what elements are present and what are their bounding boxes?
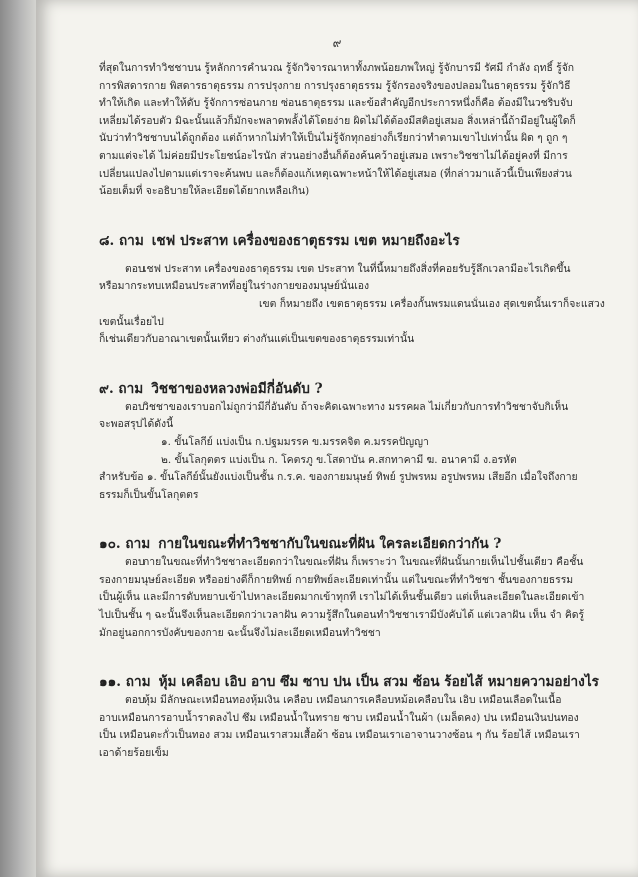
question-heading <box>99 379 619 399</box>
answer-line: สำหรับข้อ ๑. ขั้นโลกีย์นั้นยังแบ่งเป็นชั้น ก.ร.ค. ของกายมนุษย์ ทิพย์ รูปพรหม อรูปพรหม เสียอีก เมื่อใจถึงกาย <box>99 471 578 484</box>
answer-line: เป็น เหมือนตะกั่วเป็นทอง สวม เหมือนเราสวมเสื้อผ้า ซ้อน เหมือนเราเอาจานวางซ้อน ๆ กัน ร้อยไส้ เหมือนเรา <box>99 729 580 742</box>
question-text: กายในขณะที่ทำวิชชากับในขณะที่ฝัน ใครละเอียดกว่ากัน ? <box>158 536 502 553</box>
question-number: ๘. ถาม <box>99 232 144 249</box>
answer-line: จะพอสรุปได้ดังนี้ <box>99 418 174 431</box>
question-number: ๑๐. ถาม <box>99 536 151 553</box>
section-q10 <box>99 534 619 642</box>
intro-line: ทำให้เกิด และทำให้ดับ รู้จักการซ่อนกาย ซ่อนธาตุธรรม และข้อสำคัญอีกประการหนึ่งก็คือ ต้องมีในวชริบจับ <box>99 97 573 110</box>
intro-line: นับว่าทำวิชชาบนได้ถูกต้อง แต่ถ้าหากไม่ทำให้เป็นไม่รู้จักทุกอย่างก็เรียกว่าทำตามเขาไปเท่านั้น ผิด ๆ ถูก ๆ <box>99 132 568 145</box>
section-q8 <box>99 231 619 349</box>
answer-label: ตอบ <box>125 400 145 413</box>
intro-line: น้อยเต็มที่ จะอธิบายให้ละเอียดได้ยากเหลือเกิน) <box>99 185 310 198</box>
question-number: ๙. ถาม <box>99 380 144 397</box>
answer-label: ตอบ <box>125 262 145 275</box>
answer-line: เป็นผู้เห็น และมีการดับหยาบเข้าไปหาละเอียดมากเข้าทุกที เราไม่ได้เห็นชั้นเดียว แต่เห็นละเอียดในละเอียดเข้า <box>99 591 585 604</box>
question-text: หุ้ม เคลือบ เอิบ อาบ ซึม ซาบ ปน เป็น สวม ซ้อน ร้อยไส้ หมายความอย่างไร <box>158 674 599 691</box>
answer-line: รองกายมนุษย์ละเอียด หรืออย่างดีก็กายทิพย์ กายทิพย์ละเอียดเท่านั้น แต่ในขณะที่ทำวิชชา ชั้นของกายธรรม <box>99 573 574 586</box>
answer-line <box>99 399 619 417</box>
section-q9 <box>99 379 619 505</box>
answer-text: หุ้ม มีลักษณะเหมือนทองหุ้มเงิน เคลือบ เหมือนการเคลือบหม้อเคลือบใน เอิบ เหมือนเลือดในเนื้อ <box>143 694 562 707</box>
answer-text: เชฟ ประสาท เครื่องของธาตุธรรม เขต ประสาท ในที่นี้หมายถึงสิ่งที่คอยรับรู้ลึกเวลามีอะไรเกิดขึ้น <box>143 262 571 275</box>
answer-line: เขต ก็หมายถึง เขตธาตุธรรม เครื่องกั้นพรมแดนนั่นเอง สุดเขตนั้นเราก็จะแสวงเขตนั้นเรื่อยไป <box>99 297 605 328</box>
intro-line: การพิสดารกาย พิสดารธาตุธรรม การปรุงกาย การปรุงธาตุธรรม รู้จักรองจริงของปลอมในธาตุธรรม รู้จักวิธี <box>99 79 571 92</box>
answer-line: อาบเหมือนการอาบน้ำราดลงไป ซึม เหมือนน้ำในทราย ซาบ เหมือนน้ำในผ้า (เมล็ดคง) ปน เหมือนเงินปนทอง <box>99 711 579 724</box>
question-text: เชฟ ประสาท เครื่องของธาตุธรรม เขต หมายถึงอะไร <box>151 232 460 249</box>
question-heading <box>99 231 619 251</box>
answer-label: ตอบ <box>125 694 145 707</box>
question-number: ๑๑. ถาม <box>99 674 151 691</box>
question-heading <box>99 534 619 554</box>
list-item: ๒. ขั้นโลกุตตร แบ่งเป็น ก. โคตรภู ข.โสดาบัน ค.สกทาคามี ฆ. อนาคามี ง.อรหัต <box>161 453 517 466</box>
answer-line: ไปเป็นชั้น ๆ ฉะนั้นจึงเห็นละเอียดกว่าเวลาฝัน ความรู้สึกในตอนทำวิชชาเรามีบังคับได้ แต่เวลาฝัน เห็น จำ คิดรู้ <box>99 609 585 622</box>
book-binding-shadow <box>0 0 36 877</box>
answer-line <box>99 692 619 710</box>
section-q11 <box>99 672 619 762</box>
intro-line: ตามแต่จะได้ ไม่ค่อยมีประโยชน์อะไรนัก ส่วนอย่างอื่นก็ต้องค้นคว้าอยู่เสมอ เพราะวิชชาไม่ได้อยู่คงที่ มีการ <box>99 149 568 162</box>
intro-line: ที่สุดในการทำวิชชาบน รู้หลักการคำนวณ รู้จักวิจารณาหาทั้งภพน้อยภพใหญ่ รู้จักบารมี รัศมี กำลัง ฤทธิ์ รู้จัก <box>99 62 575 74</box>
page-content <box>99 60 619 763</box>
intro-line: เปลี่ยนแปลงไปตามแต่เราจะค้นพบ และก็ต้องแก้เหตุเฉพาะหน้าให้ได้อยู่เสมอ (ที่กล่าวมาแล้วนี้เป็นเพียงส่วน <box>99 167 572 180</box>
question-text: วิชชาของหลวงพ่อมีกี่อันดับ ? <box>151 380 323 397</box>
answer-line <box>99 554 619 572</box>
list-item: ๑. ขั้นโลกีย์ แบ่งเป็น ก.ปฐมมรรค ข.มรรคจิต ค.มรรคปัญญา <box>161 435 429 448</box>
answer-line <box>99 261 619 279</box>
answer-line: เอาด้ายร้อยเข็ม <box>99 747 169 760</box>
answer-text: กายในขณะที่ทำวิชชาละเอียดกว่าในขณะที่ฝัน ก็เพราะว่า ในขณะที่ฝันนั้นกายเห็นไปชั้นเดียว คือชั้น <box>143 556 584 569</box>
intro-paragraph <box>99 60 619 201</box>
answer-label: ตอบ <box>125 556 145 569</box>
answer-line: หรือมากระทบเหมือนประสาทที่อยู่ในร่างกายของมนุษย์นั่นเอง <box>99 280 370 293</box>
intro-line: เหลี่ยมได้รอบตัว มิฉะนั้นแล้วก็มักจะพลาดพลั้งได้โดยง่าย ผิดไม่ได้ต้องมีสติอยู่เสมอ สิ่งเหล่านี้ถ้ามีอยู่ในผู้ใดก็ <box>99 114 576 127</box>
answer-text: วิชชาของเราบอกไม่ถูกว่ามีกี่อันดับ ถ้าจะคิดเฉพาะทาง มรรคผล ไม่เกี่ยวกับการทำวิชชาจับกิเห็น <box>143 400 569 413</box>
answer-line: ธรรมก็เป็นขั้นโลกุตตร <box>99 488 199 501</box>
answer-line: ก็เช่นเดียวกับอาณาเขตนั้นเทียว ต่างกันแต่เป็นเขตของธาตุธรรมเท่านั้น <box>99 333 415 346</box>
document-page <box>36 0 638 877</box>
question-heading <box>99 672 619 692</box>
answer-line: มักอยู่นอกการบังคับของกาย ฉะนั้นจึงไม่ละเอียดเหมือนทำวิชชา <box>99 626 381 639</box>
page-number: ๙ <box>332 36 342 50</box>
